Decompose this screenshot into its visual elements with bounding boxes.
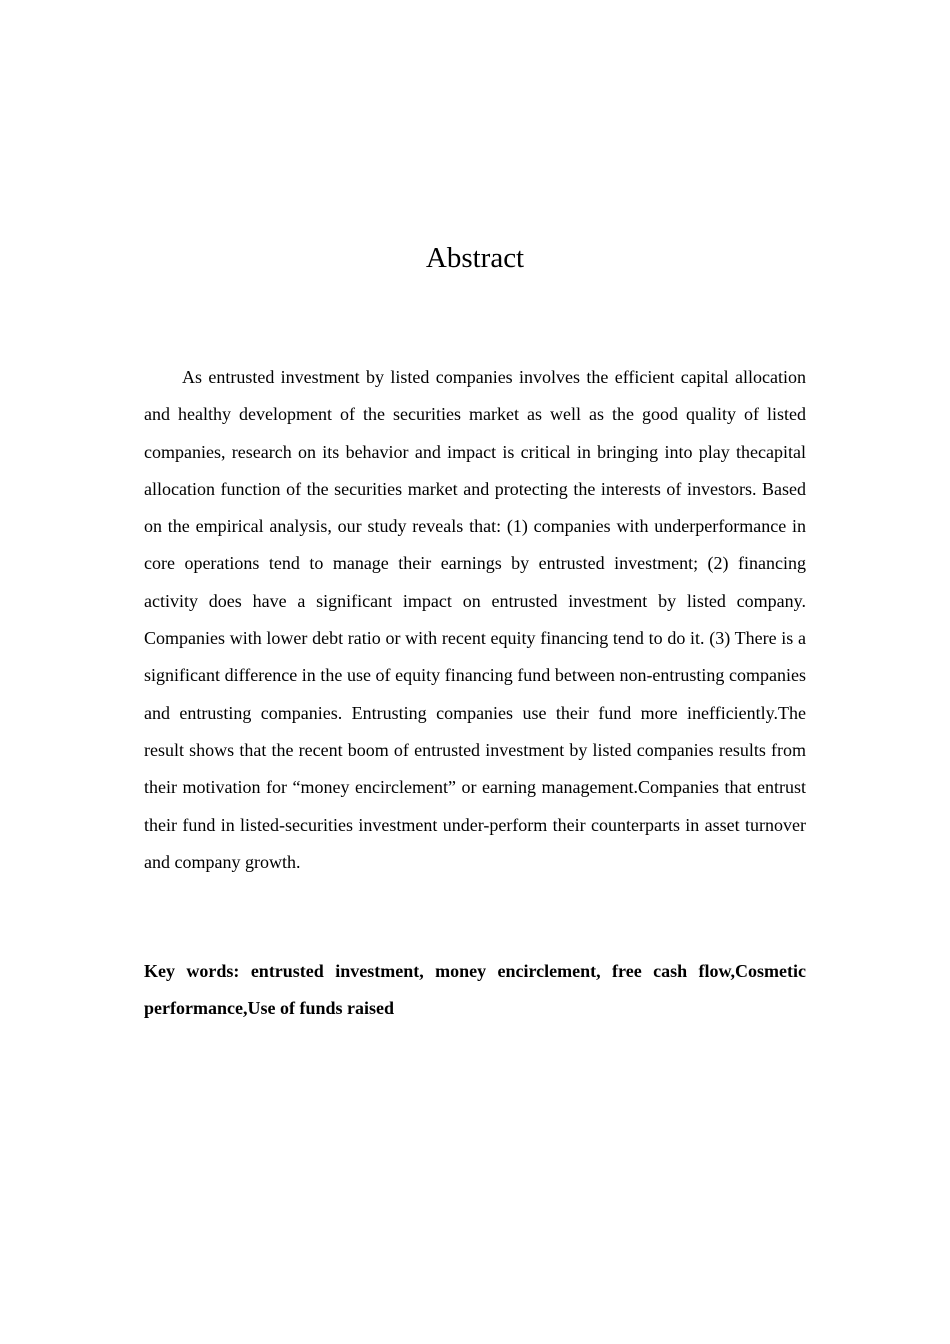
keywords-paragraph: Key words: entrusted investment, money encirclement, free cash flow,Cosmetic performance,Use of funds raised [144, 961, 806, 1019]
abstract-body-paragraph: As entrusted investment by listed companies involves the efficient capital allocation and healthy development of the securities market as well as the good quality of listed companies, research on its behavior and impact is critical in bringing into play thecapital allocation function of the securities market and protecting the interests of investors. Based on the empirical analysis, our study reveals that: (1) companies with underperformance in core operations tend to manage their earnings by entrusted investment; (2) financing activity does have a significant impact on entrusted investment by listed company. Companies with lower debt ratio or with recent equity financing tend to do it. (3) There is a significant difference in the use of equity financing fund between non-entrusting companies and entrusting companies. Entrusting companies use their fund more inefficiently.The result shows that the recent boom of entrusted investment by listed companies results from their motivation for “money encirclement” or earning management.Companies that entrust their fund in listed-securities investment under-perform their counterparts in asset turnover and company growth. [144, 367, 806, 872]
abstract-title: Abstract [425, 242, 525, 274]
